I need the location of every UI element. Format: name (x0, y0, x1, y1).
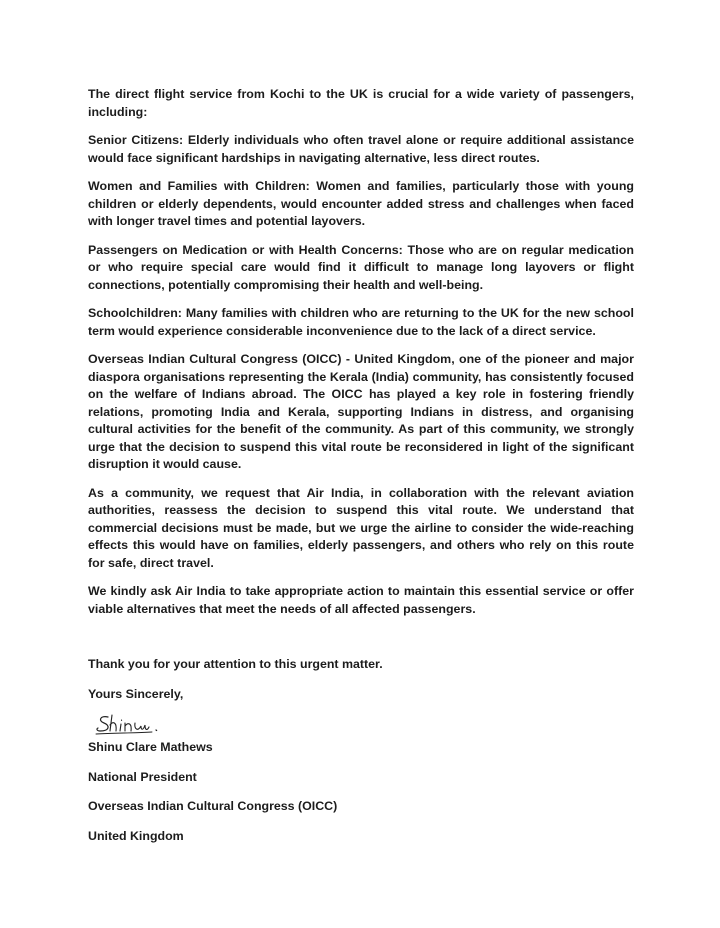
medication-paragraph: Passengers on Medication or with Health Concerns: Those who are on regular medication or who require special care would find it difficult to manage long layovers or flight connections, potentially compromising their health and well-being. (88, 242, 634, 292)
oicc-paragraph: Overseas Indian Cultural Congress (OICC) - United Kingdom, one of the pioneer and major diaspora organisations representing the Kerala (India) community, has consistently focused on the welfare of Indians abroad. The OICC has played a key role in fostering friendly relations, promoting India and Kerala, supporting Indians in distress, and organising cultural activities for the benefit of the community. As part of this community, we strongly urge that the decision to suspend this vital route be reconsidered in light of the significant disruption it would cause. (88, 352, 634, 471)
women-families-paragraph: Women and Families with Children: Women and families, particularly those with young children or elderly dependents, would encounter added stress and challenges when faced with longer travel times and potential layovers. (88, 179, 634, 228)
signatory-organisation: Overseas Indian Cultural Congress (OICC) (88, 799, 338, 813)
letter-page (88, 86, 634, 857)
signatory-title: National President (88, 769, 197, 784)
signatory-name: Shinu Clare Mathews (88, 740, 213, 754)
salutation: Yours Sincerely, (88, 686, 184, 701)
thanks-line: Thank you for your attention to this urgent matter. (88, 657, 383, 671)
signature-icon (94, 711, 184, 737)
request-paragraph: As a community, we request that Air India, in collaboration with the relevant aviation authorities, reassess the decision to suspend this vital route. We understand that commercial decisions must be made, but we urge the airline to consider the wide-reaching effects this would have on families, elderly passengers, and others who rely on this route for safe, direct travel. (88, 485, 634, 570)
senior-citizens-paragraph: Senior Citizens: Elderly individuals who often travel alone or require additional assistance would face significant hardships in navigating alternative, less direct routes. (88, 133, 634, 165)
schoolchildren-paragraph: Schoolchildren: Many families with children who are returning to the UK for the new school term would experience considerable inconvenience due to the lack of a direct service. (88, 306, 634, 338)
final-request-paragraph: We kindly ask Air India to take appropriate action to maintain this essential service or offer viable alternatives that meet the needs of all affected passengers. (88, 584, 634, 616)
signatory-country: United Kingdom (88, 828, 184, 843)
intro-paragraph: The direct flight service from Kochi to the UK is crucial for a wide variety of passengers, including: (88, 87, 634, 119)
handwritten-signature (94, 711, 634, 737)
